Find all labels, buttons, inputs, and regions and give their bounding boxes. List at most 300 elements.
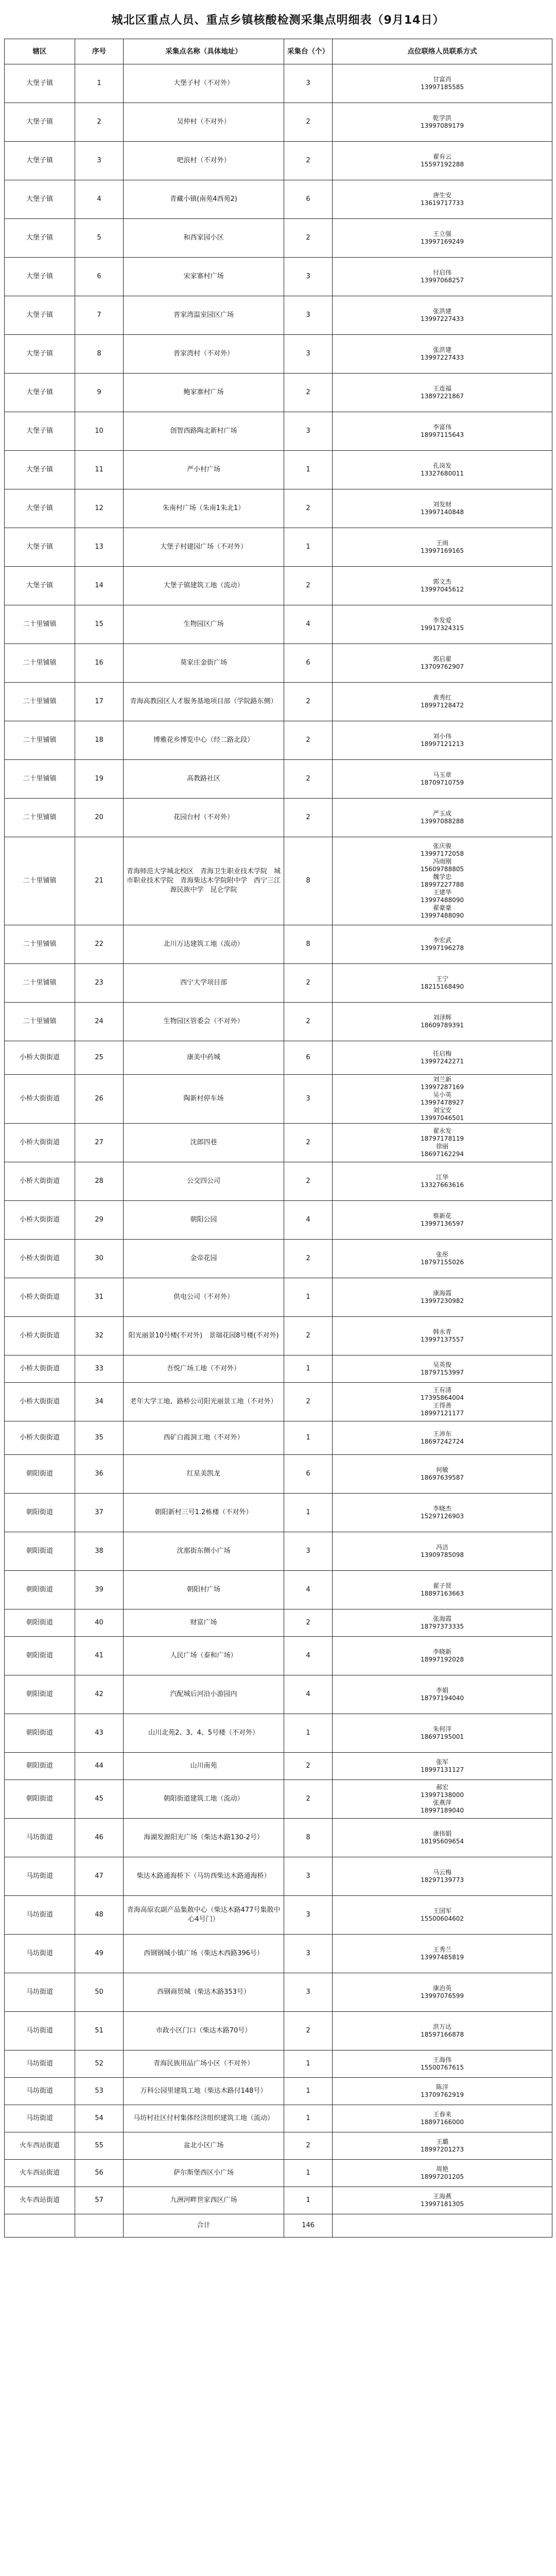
- contact-line: 马玉章: [432, 771, 451, 778]
- point-cell: 青海民族用品广场小区（不对外）: [124, 2050, 284, 2078]
- contact-line: 18997189040: [421, 1807, 464, 1814]
- point-cell: 人民广场（泰和广场）: [124, 1637, 284, 1675]
- contact-cell: [333, 1609, 552, 1637]
- contact-cell: [333, 1041, 552, 1075]
- contact-cell: [333, 1819, 552, 1857]
- count-cell: 1: [284, 2187, 333, 2214]
- count-cell: 2: [284, 1240, 333, 1278]
- table-row: [5, 2012, 552, 2050]
- count-cell: 3: [284, 296, 333, 335]
- point-cell: 鲍家寨村广场: [124, 374, 284, 412]
- point-cell: 青海师范大学城北校区 青海卫生职业技术学院 城市职业技术学院 青海柴达木学院附中学 西宁三江源民族中学 昆仑学院: [124, 837, 284, 925]
- seq-cell: 55: [75, 2132, 124, 2160]
- count-cell: 2: [284, 1124, 333, 1162]
- contact-line: 王建华: [432, 889, 451, 896]
- contact-line: 康海霞: [432, 1290, 451, 1297]
- district-cell: 马坊街道: [5, 2050, 75, 2078]
- point-cell: 市政小区门口（柴达木路70号）: [124, 2012, 284, 2050]
- contact-cell: [333, 2012, 552, 2050]
- contact-line: 18797153997: [421, 1369, 464, 1376]
- contact-line: 洪万达: [432, 2023, 451, 2030]
- table-row: [5, 721, 552, 760]
- count-cell: 6: [284, 1041, 333, 1075]
- count-cell: 2: [284, 1753, 333, 1780]
- seq-cell: 16: [75, 644, 124, 683]
- table-row: [5, 2160, 552, 2187]
- table-row: [5, 1317, 552, 1355]
- table-row: [5, 64, 552, 103]
- contact-cell: [333, 721, 552, 760]
- point-cell: 盆北小区广场: [124, 2132, 284, 2160]
- district-cell: 小桥大街街道: [5, 1240, 75, 1278]
- table-row: [5, 1355, 552, 1383]
- contact-cell: [333, 1637, 552, 1675]
- contact-line: 15609788805: [421, 866, 464, 873]
- seq-cell: 52: [75, 2050, 124, 2078]
- table-row: [5, 1421, 552, 1455]
- count-cell: 1: [284, 1355, 333, 1383]
- contact-line: 江华: [436, 1174, 448, 1181]
- point-cell: 财富广场: [124, 1609, 284, 1637]
- contact-line: 魏学忠: [432, 873, 451, 880]
- point-cell: 和西家园小区: [124, 219, 284, 258]
- seq-cell: 1: [75, 64, 124, 103]
- table-row: [5, 1753, 552, 1780]
- contact-line: 18697639587: [421, 1474, 464, 1481]
- table-row: [5, 258, 552, 296]
- count-cell: 2: [284, 1003, 333, 1041]
- contact-line: 18609789391: [421, 1022, 464, 1029]
- seq-cell: 32: [75, 1317, 124, 1355]
- seq-cell: 5: [75, 219, 124, 258]
- seq-cell: 11: [75, 451, 124, 489]
- count-cell: 2: [284, 2132, 333, 2160]
- district-cell: 大堡子镇: [5, 335, 75, 374]
- district-cell: 马坊街道: [5, 1896, 75, 1935]
- seq-cell: 2: [75, 103, 124, 142]
- table-row: [5, 1162, 552, 1201]
- count-cell: 3: [284, 1857, 333, 1896]
- district-cell: 大堡子镇: [5, 528, 75, 567]
- contact-line: 刘发财: [432, 501, 451, 508]
- point-cell: 山川北苑2、3、4、5号楼（不对外）: [124, 1714, 284, 1753]
- seq-cell: 22: [75, 925, 124, 964]
- district-cell: 大堡子镇: [5, 142, 75, 180]
- contact-line: 王雨: [436, 539, 448, 547]
- contact-line: 15500767615: [421, 2064, 464, 2071]
- contact-cell: [333, 2078, 552, 2105]
- table-row: [5, 1383, 552, 1421]
- contact-cell: [333, 180, 552, 219]
- seq-cell: 26: [75, 1075, 124, 1124]
- contact-line: 18697162294: [421, 1150, 464, 1158]
- seq-cell: 28: [75, 1162, 124, 1201]
- contact-line: 刘泽辉: [432, 1014, 451, 1021]
- contact-cell: [333, 1753, 552, 1780]
- contact-line: 18697242724: [421, 1438, 464, 1445]
- seq-cell: 14: [75, 567, 124, 605]
- count-cell: 1: [284, 1278, 333, 1317]
- seq-cell: 33: [75, 1355, 124, 1383]
- district-cell: 二十里铺镇: [5, 644, 75, 683]
- contact-line: 郭文杰: [432, 578, 451, 585]
- point-cell: 公交四公司: [124, 1162, 284, 1201]
- count-cell: 2: [284, 799, 333, 837]
- contact-line: 13997242271: [421, 1058, 464, 1065]
- point-cell: 陶新村停车场: [124, 1075, 284, 1124]
- contact-line: 13997478927: [421, 1099, 464, 1106]
- seq-cell: 15: [75, 605, 124, 644]
- district-cell: 大堡子镇: [5, 412, 75, 451]
- point-cell: 供电公司（不对外）: [124, 1278, 284, 1317]
- district-cell: 朝阳街道: [5, 1532, 75, 1571]
- district-cell: 二十里铺镇: [5, 760, 75, 799]
- contact-line: 13997485819: [421, 1954, 464, 1961]
- count-cell: 2: [284, 219, 333, 258]
- count-cell: 3: [284, 64, 333, 103]
- contact-line: 付启伟: [432, 269, 451, 276]
- contact-cell: [333, 799, 552, 837]
- count-cell: 3: [284, 1075, 333, 1124]
- contact-line: 13709762919: [421, 2091, 464, 2098]
- contact-line: 李晓杰: [432, 1505, 451, 1512]
- contact-line: 张洪建: [432, 346, 451, 353]
- point-cell: 西钢商贸城（柴达木路353号）: [124, 1973, 284, 2012]
- district-cell: 小桥大街街道: [5, 1421, 75, 1455]
- district-cell: 朝阳街道: [5, 1494, 75, 1532]
- seq-cell: 12: [75, 489, 124, 528]
- total-empty-cell: [333, 2214, 552, 2238]
- table-row: [5, 1675, 552, 1714]
- contact-cell: [333, 219, 552, 258]
- seq-cell: 23: [75, 964, 124, 1003]
- point-cell: 朝阳街道建筑工地（流动）: [124, 1780, 284, 1819]
- contact-cell: [333, 2105, 552, 2132]
- contact-cell: [333, 1317, 552, 1355]
- point-cell: 博雅花乡博览中心（经二路北段）: [124, 721, 284, 760]
- seq-cell: 37: [75, 1494, 124, 1532]
- seq-cell: 19: [75, 760, 124, 799]
- count-cell: 3: [284, 1973, 333, 2012]
- contact-line: 翟豪豪: [432, 904, 451, 911]
- district-cell: 二十里铺镇: [5, 605, 75, 644]
- table-row: [5, 489, 552, 528]
- contact-line: 18195609654: [421, 1838, 464, 1845]
- contact-cell: [333, 258, 552, 296]
- contact-line: 18997227788: [421, 881, 464, 888]
- count-cell: 1: [284, 1494, 333, 1532]
- contact-cell: [333, 1278, 552, 1317]
- contact-cell: [333, 760, 552, 799]
- count-cell: 2: [284, 103, 333, 142]
- contact-line: 王国军: [432, 1907, 451, 1914]
- point-cell: 青藏小镇(南苑4西苑2): [124, 180, 284, 219]
- count-cell: 3: [284, 335, 333, 374]
- point-cell: 宋家寨村广场: [124, 258, 284, 296]
- district-cell: 二十里铺镇: [5, 837, 75, 925]
- contact-cell: [333, 528, 552, 567]
- contact-line: 刘宝安: [432, 1107, 451, 1114]
- point-cell: 晋家湾温室园区广场: [124, 296, 284, 335]
- district-cell: 大堡子镇: [5, 180, 75, 219]
- count-cell: 4: [284, 1571, 333, 1609]
- district-cell: 小桥大街街道: [5, 1278, 75, 1317]
- contact-line: 18797373335: [421, 1623, 464, 1630]
- count-cell: 4: [284, 605, 333, 644]
- table-row: [5, 451, 552, 489]
- contact-line: 13997068257: [421, 277, 464, 284]
- contact-line: 冯雨刚: [432, 858, 451, 865]
- header-seq: 序号: [75, 39, 124, 64]
- contact-line: 王海伟: [432, 2056, 451, 2063]
- contact-cell: [333, 1003, 552, 1041]
- contact-line: 郭启翟: [432, 655, 451, 663]
- seq-cell: 50: [75, 1973, 124, 2012]
- table-row: [5, 180, 552, 219]
- seq-cell: 17: [75, 683, 124, 721]
- count-cell: 3: [284, 1896, 333, 1935]
- contact-line: 15297126903: [421, 1513, 464, 1520]
- district-cell: 二十里铺镇: [5, 964, 75, 1003]
- district-cell: 马坊街道: [5, 2012, 75, 2050]
- contact-line: 13997172058: [421, 850, 464, 857]
- count-cell: 2: [284, 374, 333, 412]
- table-header-row: [5, 39, 552, 64]
- table-row: [5, 1780, 552, 1819]
- contact-cell: [333, 1240, 552, 1278]
- point-cell: 沈郎四巷: [124, 1124, 284, 1162]
- district-cell: 朝阳街道: [5, 1780, 75, 1819]
- point-cell: 朱南村广场（朱南1朱北1）: [124, 489, 284, 528]
- seq-cell: 7: [75, 296, 124, 335]
- district-cell: 二十里铺镇: [5, 683, 75, 721]
- contact-cell: [333, 2132, 552, 2160]
- district-cell: 朝阳街道: [5, 1753, 75, 1780]
- seq-cell: 36: [75, 1455, 124, 1494]
- table-row: [5, 964, 552, 1003]
- seq-cell: 35: [75, 1421, 124, 1455]
- contact-line: 17395864004: [421, 1394, 464, 1401]
- contact-cell: [333, 1494, 552, 1532]
- table-row: [5, 1075, 552, 1124]
- point-cell: 老年大学工地、路桥公司阳光丽景工地（不对外）: [124, 1383, 284, 1421]
- contact-cell: [333, 1421, 552, 1455]
- table-row: [5, 335, 552, 374]
- contact-line: 18697195001: [421, 1733, 464, 1740]
- contact-line: 吴小英: [432, 1091, 451, 1098]
- contact-cell: [333, 1532, 552, 1571]
- district-cell: 朝阳街道: [5, 1637, 75, 1675]
- seq-cell: 31: [75, 1278, 124, 1317]
- seq-cell: 41: [75, 1637, 124, 1675]
- table-body: [5, 64, 552, 2214]
- contact-line: 张燕萍: [432, 1799, 451, 1806]
- district-cell: 小桥大街街道: [5, 1383, 75, 1421]
- point-cell: 柴达木路通海桥下（马坊西柴达木路通海桥）: [124, 1857, 284, 1896]
- district-cell: 二十里铺镇: [5, 721, 75, 760]
- point-cell: 创智西路陶北新村广场: [124, 412, 284, 451]
- contact-line: 15500604602: [421, 1915, 464, 1922]
- table-row: [5, 644, 552, 683]
- district-cell: 马坊街道: [5, 1973, 75, 2012]
- count-cell: 1: [284, 2078, 333, 2105]
- contact-line: 13327663616: [421, 1181, 464, 1189]
- contact-line: 严玉成: [432, 810, 451, 817]
- contact-cell: [333, 142, 552, 180]
- contact-cell: [333, 103, 552, 142]
- point-cell: 严小村广场: [124, 451, 284, 489]
- contact-cell: [333, 1675, 552, 1714]
- total-label: 合计: [124, 2214, 284, 2238]
- district-cell: 小桥大街街道: [5, 1355, 75, 1383]
- count-cell: 2: [284, 964, 333, 1003]
- contact-cell: [333, 64, 552, 103]
- contact-line: 张庆骏: [432, 842, 451, 850]
- seq-cell: 6: [75, 258, 124, 296]
- count-cell: 1: [284, 528, 333, 567]
- contact-line: 任启梅: [432, 1050, 451, 1057]
- seq-cell: 54: [75, 2105, 124, 2132]
- seq-cell: 57: [75, 2187, 124, 2214]
- contact-cell: [333, 374, 552, 412]
- contact-line: 13997045612: [421, 586, 464, 593]
- contact-line: 18897166000: [421, 2119, 464, 2126]
- district-cell: 马坊街道: [5, 2105, 75, 2132]
- contact-line: 何敏: [436, 1466, 448, 1473]
- point-cell: 萨尔斯堡西区小广场: [124, 2160, 284, 2187]
- point-cell: 大堡子镇建筑工地（流动）: [124, 567, 284, 605]
- contact-line: 康伟娟: [432, 1830, 451, 1837]
- seq-cell: 38: [75, 1532, 124, 1571]
- table-row: [5, 103, 552, 142]
- contact-line: 13909785098: [421, 1551, 464, 1558]
- contact-line: 13997230982: [421, 1297, 464, 1304]
- contact-line: 李晓新: [432, 1648, 451, 1655]
- point-cell: 沈那街东侧小广场: [124, 1532, 284, 1571]
- count-cell: 2: [284, 1383, 333, 1421]
- contact-cell: [333, 2187, 552, 2214]
- seq-cell: 47: [75, 1857, 124, 1896]
- count-cell: 4: [284, 1675, 333, 1714]
- district-cell: 马坊街道: [5, 1857, 75, 1896]
- total-row: [5, 2214, 552, 2238]
- point-cell: 西矿白霞洞工地（不对外）: [124, 1421, 284, 1455]
- contact-line: 18897163663: [421, 1590, 464, 1597]
- count-cell: 2: [284, 567, 333, 605]
- table-row: [5, 683, 552, 721]
- contact-line: 13997140848: [421, 509, 464, 516]
- table-row: [5, 925, 552, 964]
- contact-line: 周艳: [436, 2165, 448, 2173]
- table-row: [5, 1124, 552, 1162]
- count-cell: 2: [284, 2012, 333, 2050]
- table-row: [5, 1003, 552, 1041]
- contact-cell: [333, 1124, 552, 1162]
- contact-line: 18709710759: [421, 779, 464, 786]
- district-cell: 大堡子镇: [5, 296, 75, 335]
- district-cell: 马坊街道: [5, 1819, 75, 1857]
- contact-cell: [333, 1571, 552, 1609]
- point-cell: 晋家湾村（不对外）: [124, 335, 284, 374]
- contact-cell: [333, 1896, 552, 1935]
- point-cell: 朝阳公园: [124, 1201, 284, 1240]
- contact-line: 18997121177: [421, 1410, 464, 1417]
- contact-cell: [333, 644, 552, 683]
- contact-line: 19917324315: [421, 624, 464, 632]
- point-cell: 西钢钢城小镇广场（柴达木西路396号）: [124, 1935, 284, 1973]
- total-empty-cell: [5, 2214, 75, 2238]
- seq-cell: 42: [75, 1675, 124, 1714]
- contact-line: 王宁: [436, 975, 448, 982]
- count-cell: 2: [284, 1162, 333, 1201]
- table-row: [5, 1532, 552, 1571]
- contact-line: 李宏武: [432, 937, 451, 944]
- contact-line: 郝宏: [436, 1784, 448, 1791]
- count-cell: 1: [284, 451, 333, 489]
- seq-cell: 46: [75, 1819, 124, 1857]
- contact-line: 18997201205: [421, 2173, 464, 2180]
- point-cell: 金帝花园: [124, 1240, 284, 1278]
- contact-line: 18797178119: [421, 1135, 464, 1142]
- contact-cell: [333, 489, 552, 528]
- seq-cell: 13: [75, 528, 124, 567]
- contact-cell: [333, 451, 552, 489]
- point-cell: 吾悦广场工地（不对外）: [124, 1355, 284, 1383]
- table-row: [5, 567, 552, 605]
- count-cell: 2: [284, 489, 333, 528]
- district-cell: 朝阳街道: [5, 1571, 75, 1609]
- contact-cell: [333, 1355, 552, 1383]
- seq-cell: 45: [75, 1780, 124, 1819]
- table-row: [5, 1240, 552, 1278]
- district-cell: 二十里铺镇: [5, 1003, 75, 1041]
- district-cell: 朝阳街道: [5, 1609, 75, 1637]
- table-row: [5, 374, 552, 412]
- seq-cell: 8: [75, 335, 124, 374]
- contact-line: 张军: [436, 1758, 448, 1766]
- table-row: [5, 2132, 552, 2160]
- seq-cell: 56: [75, 2160, 124, 2187]
- count-cell: 3: [284, 1532, 333, 1571]
- contact-cell: [333, 605, 552, 644]
- table-row: [5, 528, 552, 567]
- district-cell: 马坊街道: [5, 1935, 75, 1973]
- count-cell: 3: [284, 258, 333, 296]
- contact-cell: [333, 1201, 552, 1240]
- table-row: [5, 296, 552, 335]
- seq-cell: 34: [75, 1383, 124, 1421]
- count-cell: 2: [284, 1317, 333, 1355]
- seq-cell: 30: [75, 1240, 124, 1278]
- header-point: 采集点名称（具体地址）: [124, 39, 284, 64]
- seq-cell: 3: [75, 142, 124, 180]
- contact-line: 马云梅: [432, 1869, 451, 1876]
- contact-line: 13997169249: [421, 238, 464, 245]
- contact-line: 王连福: [432, 385, 451, 392]
- count-cell: 1: [284, 1714, 333, 1753]
- point-cell: 阳光丽景10号楼(不对外) 景瑞花园8号楼(不对外): [124, 1317, 284, 1355]
- table-row: [5, 1973, 552, 2012]
- district-cell: 朝阳街道: [5, 1675, 75, 1714]
- point-cell: 花园台村（不对外）: [124, 799, 284, 837]
- contact-line: 翟子贤: [432, 1582, 451, 1589]
- point-cell: 康美中药城: [124, 1041, 284, 1075]
- contact-line: 18997192028: [421, 1656, 464, 1663]
- seq-cell: 9: [75, 374, 124, 412]
- contact-line: 18297139773: [421, 1876, 464, 1884]
- district-cell: 大堡子镇: [5, 258, 75, 296]
- contact-cell: [333, 1162, 552, 1201]
